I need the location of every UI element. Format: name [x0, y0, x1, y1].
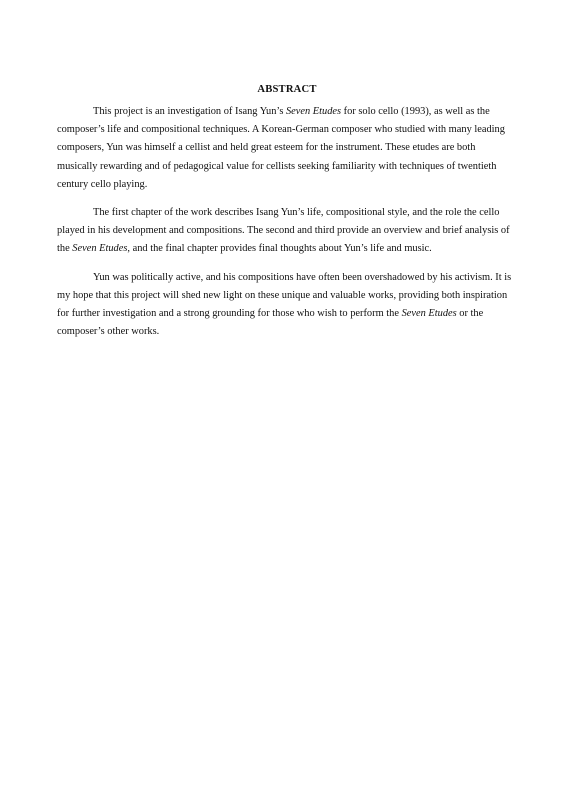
- abstract-paragraph-3: [57, 269, 517, 342]
- abstract-paragraph-2: [57, 204, 517, 259]
- text-run: , and the final chapter provides final thoughts about Yun’s life and music.: [127, 243, 432, 255]
- text-run: Yun was politically active, and his compositions have often been overshadowed by his activism. It is my hope that this project will shed new light on these unique and valuable works, providing both inspiration for further investigation and a strong grounding for those who wish to perform the: [57, 271, 512, 320]
- text-run: The first chapter of the work describes Isang Yun’s life, compositional style, and the role the cello played in his development and compositions. The second and third provide an overview and brief analysis of the: [57, 207, 510, 255]
- abstract-section: [57, 81, 517, 351]
- abstract-heading: ABSTRACT: [257, 84, 317, 95]
- text-run: for solo cello (1993), as well as the composer’s life and compositional techniques. A Korean-German composer who studied with many leading composers, Yun was himself a cellist and held great esteem for the instrument. These etudes are both musically rewarding and of pedagogical value for cellists seeking familiarity with techniques of twentieth century cello playing.: [57, 106, 505, 190]
- italic-title-run: Seven Etudes: [285, 106, 342, 117]
- italic-title-run: Seven Etudes: [401, 308, 457, 320]
- text-run: This project is an investigation of Isang Yun’s: [93, 106, 286, 117]
- italic-title-run: Seven Etudes: [72, 243, 128, 255]
- abstract-paragraph-1: [57, 103, 517, 194]
- text-run: or the composer’s other works.: [57, 308, 484, 338]
